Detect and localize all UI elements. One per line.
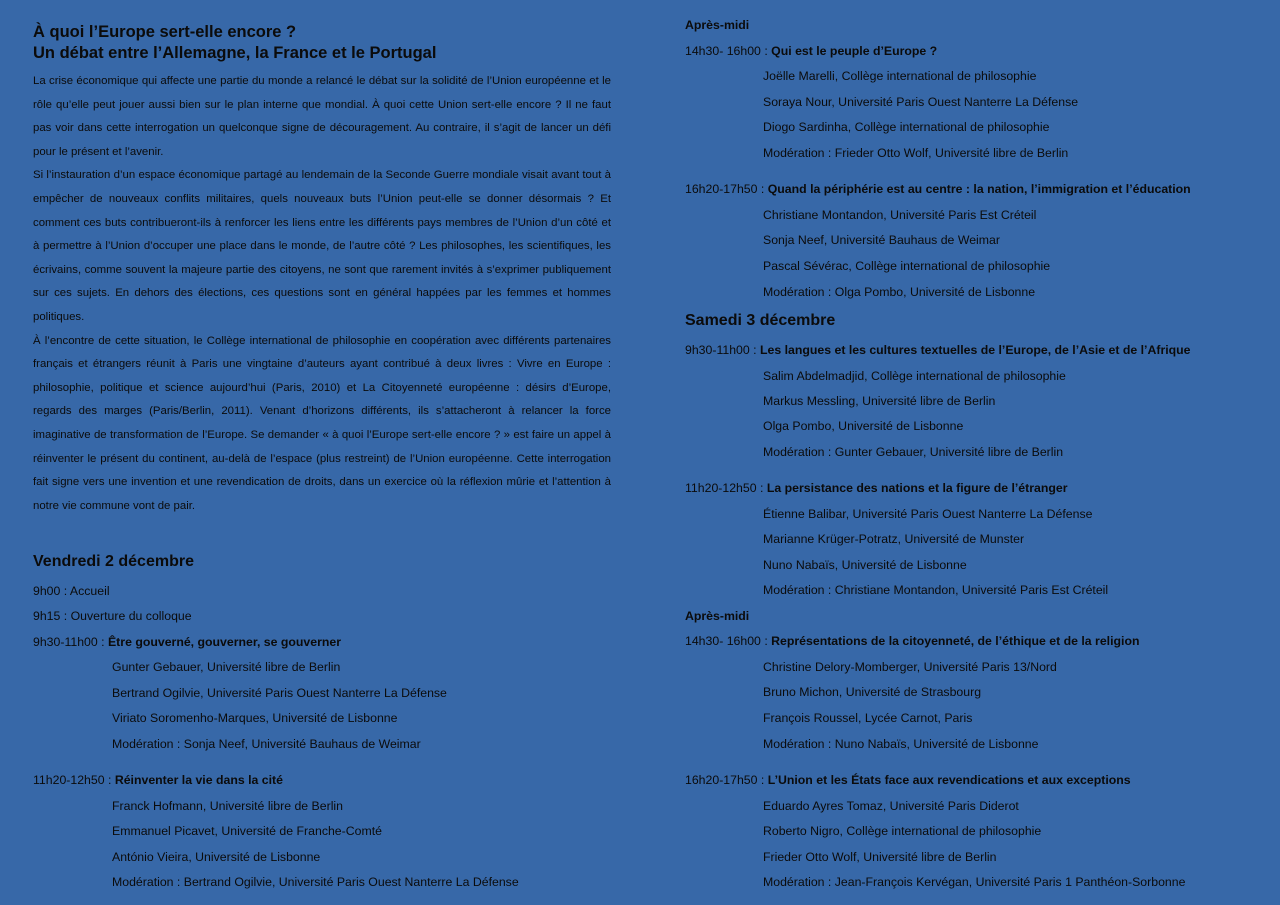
speaker: Eduardo Ayres Tomaz, Université Paris Diderot [763, 799, 1019, 813]
afternoon-label-friday: Après-midi [685, 18, 750, 32]
session-title: L’Union et les États face aux revendications et aux exceptions [767, 773, 1131, 787]
session-title: Les langues et les cultures textuelles de l’Europe, de l’Asie et de l’Afrique [759, 343, 1191, 357]
speaker: Joëlle Marelli, Collège international de philosophie [763, 69, 1037, 83]
session-friday-3 [685, 43, 937, 59]
session-friday-4 [685, 181, 1191, 197]
session-time: 9h30-11h00 : [33, 635, 108, 649]
speaker: Olga Pombo, Université de Lisbonne [763, 419, 964, 433]
session-time: 11h20-12h50 : [33, 773, 115, 787]
intro-paragraph-3: À l’encontre de cette situation, le Collège international de philosophie en coopération avec différents partenaires français et étrangers réunit à Paris une vingtaine d’auteurs ayant contribué à deux livres : Vivre en Europe : philosophie, politique et science aujourd’hui (Paris, 2010) et La Citoyenneté européenne : désirs d’Europe, regards des marges (Paris/Berlin, 2011). Venant d’horizons différents, ils s’attacheront à relancer la force imaginative de transformation de l’Europe. Se demander « à quoi l’Europe sert-elle encore ? » est faire un appel à réinventer le présent du continent, au-delà de l’espace (plus restreint) de l’Union européenne. Cette interrogation fait signe vers une invention et une revendication de droits, dans un exercice où la réflexion mûrie et l’attention à notre vie commune vont de pair. [33, 334, 611, 512]
speaker: Pascal Sévérac, Collège international de philosophie [763, 259, 1051, 273]
session-saturday-1 [685, 342, 1191, 358]
session-friday-2 [33, 772, 283, 788]
speaker: Marianne Krüger-Potratz, Université de Munster [763, 532, 1025, 546]
speaker: António Vieira, Université de Lisbonne [112, 850, 321, 864]
session-time: 14h30- 16h00 : [685, 634, 772, 648]
afternoon-label-saturday: Après-midi [685, 609, 750, 623]
speaker: Christine Delory-Momberger, Université Paris 13/Nord [763, 660, 1057, 674]
moderator: Modération : Nuno Nabaïs, Université de Lisbonne [763, 737, 1039, 751]
schedule-opening: 9h15 : Ouverture du colloque [33, 609, 192, 623]
speaker: Diogo Sardinha, Collège international de philosophie [763, 120, 1050, 134]
session-title: Réinventer la vie dans la cité [114, 773, 283, 787]
session-title: Être gouverné, gouverner, se gouverner [107, 635, 342, 649]
page-title: À quoi l’Europe sert-elle encore ? [33, 23, 297, 41]
moderator: Modération : Christiane Montandon, Université Paris Est Créteil [763, 583, 1109, 597]
session-saturday-4 [685, 772, 1131, 788]
session-time: 9h30-11h00 : [685, 343, 760, 357]
session-saturday-3 [685, 633, 1139, 649]
speaker: Bruno Michon, Université de Strasbourg [763, 685, 982, 699]
schedule-welcome: 9h00 : Accueil [33, 584, 110, 598]
speaker: Salim Abdelmadjid, Collège international de philosophie [763, 369, 1066, 383]
session-title: Quand la périphérie est au centre : la nation, l’immigration et l’éducation [767, 182, 1191, 196]
moderator: Modération : Olga Pombo, Université de Lisbonne [763, 285, 1036, 299]
session-title: La persistance des nations et la figure de l’étranger [766, 481, 1068, 495]
session-time: 14h30- 16h00 : [685, 44, 772, 58]
moderator: Modération : Sonja Neef, Université Bauhaus de Weimar [112, 737, 421, 751]
day-heading-friday: Vendredi 2 décembre [33, 553, 194, 570]
speaker: Nuno Nabaïs, Université de Lisbonne [763, 558, 967, 572]
speaker: Christiane Montandon, Université Paris Est Créteil [763, 208, 1037, 222]
speaker: Viriato Soromenho-Marques, Université de Lisbonne [112, 711, 398, 725]
session-saturday-2 [685, 480, 1068, 496]
moderator: Modération : Gunter Gebauer, Université libre de Berlin [763, 445, 1064, 459]
session-title: Qui est le peuple d’Europe ? [771, 44, 938, 58]
session-time: 16h20-17h50 : [685, 182, 768, 196]
moderator: Modération : Frieder Otto Wolf, Université libre de Berlin [763, 146, 1069, 160]
speaker: Étienne Balibar, Université Paris Ouest Nanterre La Défense [763, 507, 1093, 521]
moderator: Modération : Bertrand Ogilvie, Université Paris Ouest Nanterre La Défense [112, 875, 519, 889]
speaker: Markus Messling, Université libre de Berlin [763, 394, 996, 408]
intro-paragraph-1: La crise économique qui affecte une partie du monde a relancé le débat sur la solidité de l’Union européenne et le rôle qu’elle peut jouer aussi bien sur le plan interne que mondial. À quoi cette Union sert-elle encore ? Il ne faut pas voir dans cette interrogation un quelconque signe de découragement. Au contraire, il s’agit de lancer un défi pour le présent et l’avenir. [33, 75, 611, 158]
intro-text [33, 70, 611, 518]
session-time: 11h20-12h50 : [685, 481, 767, 495]
page-subtitle: Un débat entre l’Allemagne, la France et le Portugal [33, 44, 437, 62]
session-time: 16h20-17h50 : [685, 773, 768, 787]
speaker: Roberto Nigro, Collège international de philosophie [763, 824, 1042, 838]
speaker: Gunter Gebauer, Université libre de Berlin [112, 660, 341, 674]
speaker: Bertrand Ogilvie, Université Paris Ouest Nanterre La Défense [112, 686, 447, 700]
speaker: Frieder Otto Wolf, Université libre de Berlin [763, 850, 997, 864]
speaker: Sonja Neef, Université Bauhaus de Weimar [763, 233, 1000, 247]
speaker: Soraya Nour, Université Paris Ouest Nanterre La Défense [763, 95, 1079, 109]
moderator: Modération : Jean-François Kervégan, Université Paris 1 Panthéon-Sorbonne [763, 875, 1186, 889]
speaker: Franck Hofmann, Université libre de Berlin [112, 799, 343, 813]
session-title: Représentations de la citoyenneté, de l’éthique et de la religion [771, 634, 1140, 648]
intro-paragraph-2: Si l’instauration d’un espace économique partagé au lendemain de la Seconde Guerre mondiale visait avant tout à empêcher de nouveaux conflits militaires, quels nouveaux buts l’Union peut-elle se donner désormais ? Et comment ces buts contribueront-ils à renforcer les liens entre les différents pays membres de l’Union d’un côté et à permettre à l’Union d’occuper une place dans le monde, de l’autre côté ? Les philosophes, les scientifiques, les écrivains, comme souvent la majeure partie des citoyens, ne sont que rarement invités à s’exprimer publiquement sur ces sujets. En dehors des élections, ces questions sont en général happées par les femmes et hommes politiques. [33, 169, 611, 323]
day-heading-saturday: Samedi 3 décembre [685, 312, 836, 329]
speaker: François Roussel, Lycée Carnot, Paris [763, 711, 973, 725]
session-friday-1 [33, 634, 341, 650]
speaker: Emmanuel Picavet, Université de Franche-Comté [112, 824, 382, 838]
